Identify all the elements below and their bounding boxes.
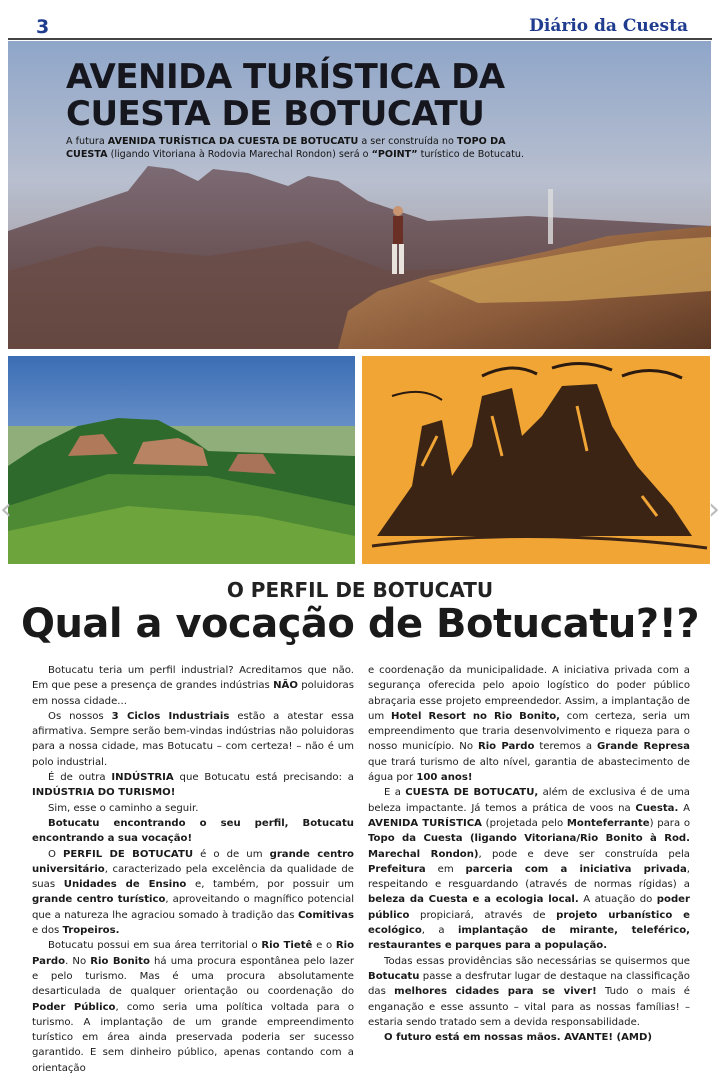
paragraph: Sim, esse o caminho a seguir. [48,802,199,814]
hero-headline [66,59,546,133]
paragraph: Todas essas providências são necessárias se quisermos que Botucatu passe a desfrutar lugar de destaque na classificação das melhores cidades para se viver! Tudo o mais é enganação e esse assunto – vital para as nossas famílias! – estaria sendo tratado sem a devida responsabilidade. [368,955,690,1028]
page-number: 3 [36,16,50,38]
article-column-left [32,663,354,1076]
hero-headline-line-2: CUESTA DE BOTUCATU [66,94,485,134]
article-kicker: O PERFIL DE BOTUCATU [226,578,494,602]
paragraph: e coordenação da municipalidade. A iniciativa privada com a segurança oferecida pelo apoio logístico do poder público abraçaria esse projeto empreendedor. Assim, a implantação de um Hotel Resort no Rio Bonito, com certeza, seria um empreendimento que traria desenvolvimento e riqueza para o nosso município. No Rio Pardo teremos a Grande Represa que trará turismo de alto nível, garantia de abastecimento de água por 100 anos! [368,665,690,784]
article-column-right [368,663,690,1045]
article-title: Qual a vocação de Botucatu?!? [20,601,700,647]
paragraph: Botucatu encontrando o seu perfil, Botucatu encontrando a sua vocação! [32,817,354,845]
paragraph: Os nossos 3 Ciclos Industriais estão a atestar essa afirmativa. Sempre serão bem-vindas indústrias não poluidoras para a nossa cidade, mas Botucatu – com certeza! – não é um polo industrial. [32,710,354,768]
hero-deck: A futura AVENIDA TURÍSTICA DA CUESTA DE BOTUCATU a ser construída no TOPO DA CUESTA (ligando Vitoriana à Rodovia Marechal Rondon) será o “POINT” turístico de Botucatu. [66,136,525,160]
hero-photo-cuesta-cliff [8,41,711,349]
header-divider [8,38,712,40]
paragraph: O PERFIL DE BOTUCATU é o de um grande centro universitário, caracterizado pela excelência da qualidade de suas Unidades de Ensino e, também, por possuir um grande centro turístico, aproveitando o magnífico potencial que a natureza lhe agraciou somado à tradição das Comitivas e dos Tropeiros. [32,848,355,937]
photo-cuesta-landscape [8,356,355,564]
next-page-arrow-icon[interactable]: › [708,492,720,527]
paragraph: E a CUESTA DE BOTUCATU, além de exclusiva é de uma beleza impactante. Já temos a prática de voos na Cuesta. A AVENIDA TURÍSTICA (projetada pelo Monteferrante) para o Topo da Cuesta (ligando Vitoriana/Rio Bonito à Rod. Marechal Rondon), pode e deve ser construída pela Prefeitura em parceria com a iniciativa privada, respeitando e resguardando (através de normas rígidas) a beleza da Cuesta e a ecologia local. A atuação do poder público propiciará, através de projeto urbanístico e ecológico, a implantação de mirante, teleférico, restaurantes e parques para a população. [368,787,690,952]
paragraph: É de outra INDÚSTRIA que Botucatu está precisando: a INDÚSTRIA DO TURISMO! [32,772,354,799]
newspaper-masthead: Diário da Cuesta [529,16,688,36]
paragraph: O futuro está em nossas mãos. AVANTE! (AMD) [384,1032,652,1044]
paragraph: Botucatu teria um perfil industrial? Acreditamos que não. Em que pese a presença de grandes indústrias NÃO poluidoras em nossa cidade... [32,665,354,707]
hero-headline-line-1: AVENIDA TURÍSTICA DA [66,57,505,97]
paragraph: Botucatu possui em sua área territorial o Rio Tietê e o Rio Pardo. No Rio Bonito há uma procura espontânea pelo lazer e pelo turismo. Mas é uma procura absolutamente desarticulada de qualquer orientação ou coordenação do Poder Público, como seria uma política voltada para o turismo. A implantação de um grande empreendimento turístico em área ainda preservada poderia ser sucesso garantido. E sem dinheiro público, apenas contando com a orientação [32,940,355,1074]
illustration-cuesta-drawing [362,356,710,564]
previous-page-arrow-icon[interactable]: ‹ [0,492,12,527]
